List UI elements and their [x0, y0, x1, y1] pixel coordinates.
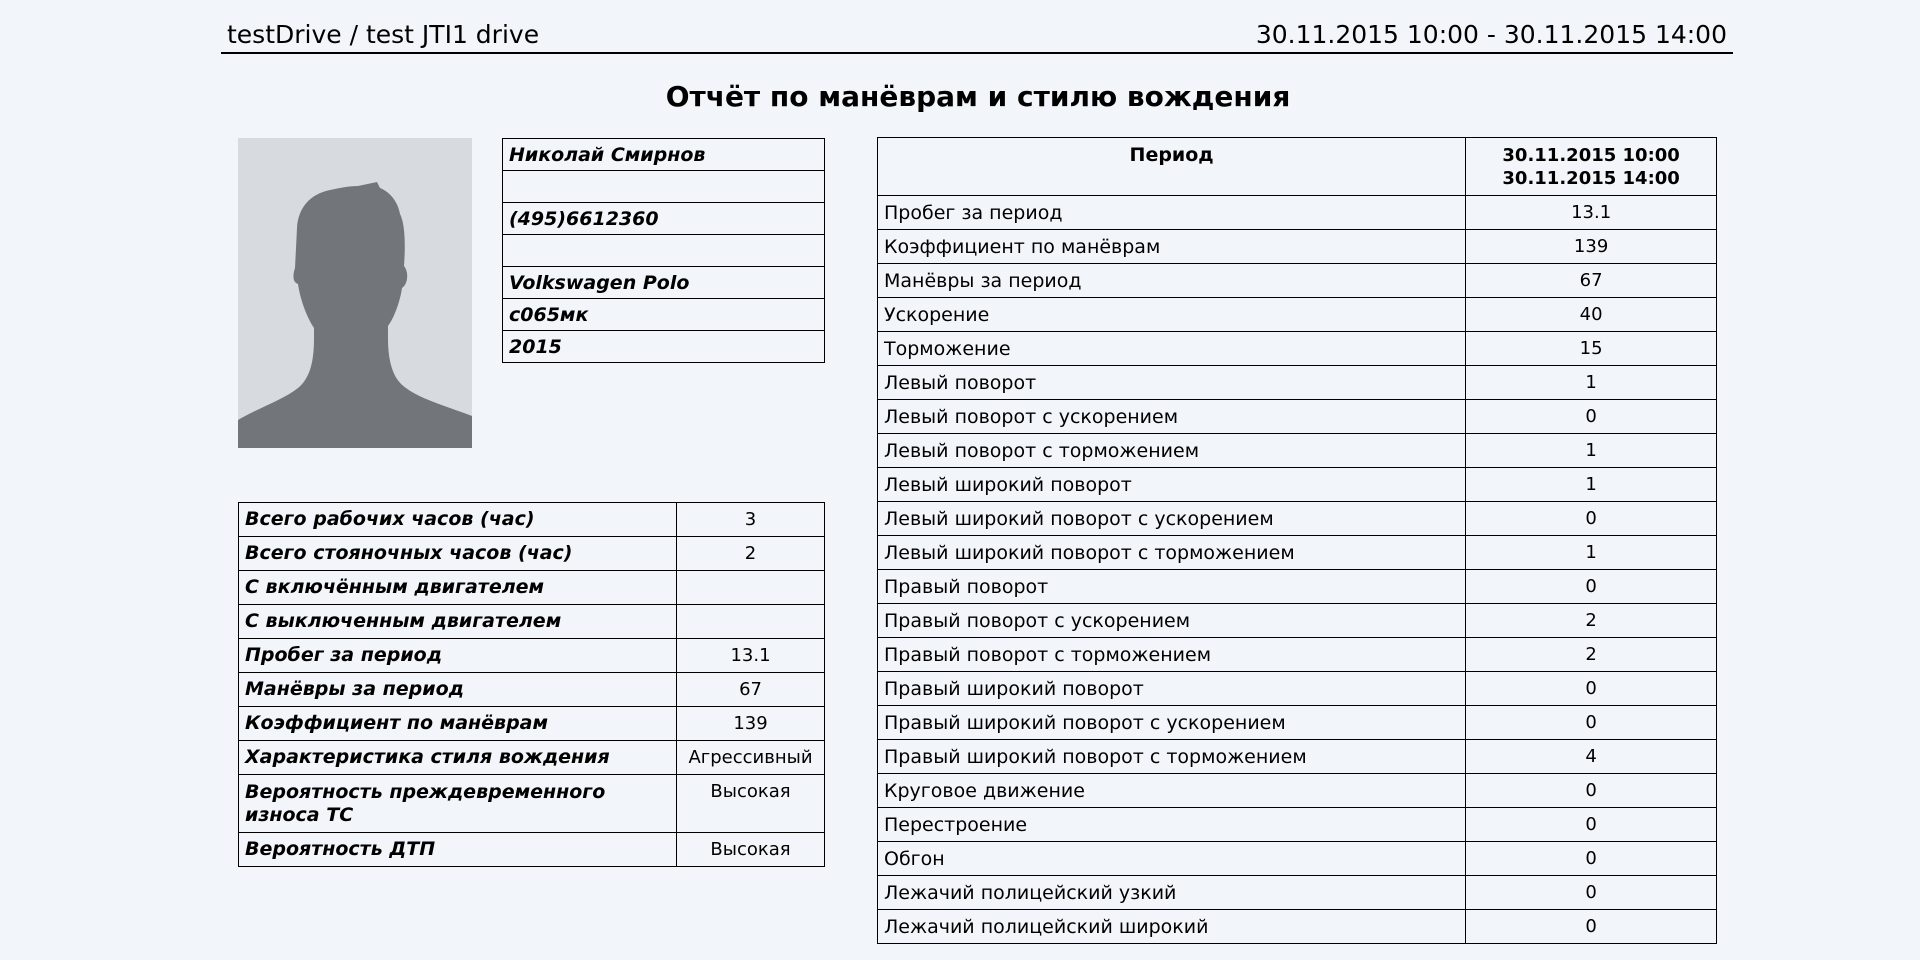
maneuver-row: [878, 468, 1717, 502]
summary-row: [239, 741, 825, 775]
vehicle-plate: с065мк: [503, 299, 825, 331]
maneuver-value: 0: [1466, 876, 1717, 910]
maneuver-value: 139: [1466, 230, 1717, 264]
summary-label: С выключенным двигателем: [239, 605, 677, 639]
summary-row: [239, 673, 825, 707]
period-range-header: [1466, 138, 1717, 196]
maneuver-row: [878, 230, 1717, 264]
summary-label: Характеристика стиля вождения: [239, 741, 677, 775]
summary-value: 139: [677, 707, 825, 741]
maneuver-value: 0: [1466, 570, 1717, 604]
maneuver-value: 0: [1466, 842, 1717, 876]
driver-info-table: [502, 138, 825, 363]
period-start: 30.11.2015 10:00: [1502, 145, 1680, 166]
period-column-header: Период: [878, 138, 1466, 196]
maneuver-label: Правый широкий поворот с ускорением: [878, 706, 1466, 740]
report-header: [221, 14, 1733, 54]
driver-blank-2: [503, 235, 825, 267]
maneuver-row: [878, 502, 1717, 536]
summary-table: [238, 502, 825, 867]
maneuver-value: 13.1: [1466, 196, 1717, 230]
maneuver-row: [878, 808, 1717, 842]
summary-row: [239, 775, 825, 833]
driver-phone: (495)6612360: [503, 203, 825, 235]
maneuver-value: 1: [1466, 468, 1717, 502]
summary-row: [239, 639, 825, 673]
maneuver-value: 2: [1466, 638, 1717, 672]
maneuver-row: [878, 400, 1717, 434]
maneuver-label: Левый широкий поворот с торможением: [878, 536, 1466, 570]
maneuver-value: 1: [1466, 434, 1717, 468]
summary-row: [239, 605, 825, 639]
summary-value: 67: [677, 673, 825, 707]
maneuver-row: [878, 876, 1717, 910]
summary-value: Высокая: [677, 833, 825, 867]
maneuver-label: Перестроение: [878, 808, 1466, 842]
driver-photo: [238, 138, 472, 448]
summary-row: [239, 537, 825, 571]
summary-value: 2: [677, 537, 825, 571]
summary-label: Вероятность преждевременного износа ТС: [239, 775, 677, 833]
maneuver-label: Правый широкий поворот: [878, 672, 1466, 706]
summary-label: Всего стояночных часов (час): [239, 537, 677, 571]
maneuver-row: [878, 332, 1717, 366]
maneuver-value: 0: [1466, 910, 1717, 944]
maneuver-label: Левый поворот: [878, 366, 1466, 400]
report-breadcrumb: testDrive / test JTI1 drive: [227, 20, 540, 49]
summary-label: Всего рабочих часов (час): [239, 503, 677, 537]
summary-row: [239, 571, 825, 605]
maneuver-label: Левый широкий поворот с ускорением: [878, 502, 1466, 536]
maneuver-row: [878, 196, 1717, 230]
maneuver-label: Левый поворот с торможением: [878, 434, 1466, 468]
maneuver-label: Правый поворот с ускорением: [878, 604, 1466, 638]
maneuver-label: Торможение: [878, 332, 1466, 366]
maneuver-row: [878, 298, 1717, 332]
maneuver-value: 15: [1466, 332, 1717, 366]
maneuver-label: Ускорение: [878, 298, 1466, 332]
period-end: 30.11.2015 14:00: [1502, 168, 1680, 189]
maneuvers-table: [877, 137, 1717, 944]
maneuver-row: [878, 740, 1717, 774]
person-silhouette-icon: [238, 138, 472, 448]
summary-label: С включённым двигателем: [239, 571, 677, 605]
maneuver-value: 67: [1466, 264, 1717, 298]
maneuver-label: Левый поворот с ускорением: [878, 400, 1466, 434]
maneuver-value: 40: [1466, 298, 1717, 332]
summary-row: [239, 833, 825, 867]
maneuver-row: [878, 706, 1717, 740]
maneuver-value: 0: [1466, 774, 1717, 808]
maneuver-row: [878, 366, 1717, 400]
summary-value: 13.1: [677, 639, 825, 673]
maneuver-value: 0: [1466, 808, 1717, 842]
vehicle-model: Volkswagen Polo: [503, 267, 825, 299]
maneuver-label: Лежачий полицейский узкий: [878, 876, 1466, 910]
maneuver-value: 0: [1466, 706, 1717, 740]
summary-value: 3: [677, 503, 825, 537]
summary-value: [677, 571, 825, 605]
maneuver-row: [878, 672, 1717, 706]
summary-label: Пробег за период: [239, 639, 677, 673]
maneuver-label: Лежачий полицейский широкий: [878, 910, 1466, 944]
summary-row: [239, 503, 825, 537]
maneuver-label: Обгон: [878, 842, 1466, 876]
maneuver-label: Круговое движение: [878, 774, 1466, 808]
summary-value: [677, 605, 825, 639]
maneuver-value: 0: [1466, 400, 1717, 434]
maneuver-value: 1: [1466, 536, 1717, 570]
maneuver-label: Правый поворот: [878, 570, 1466, 604]
maneuver-label: Коэффициент по манёврам: [878, 230, 1466, 264]
maneuver-row: [878, 604, 1717, 638]
summary-value: Высокая: [677, 775, 825, 833]
maneuver-value: 0: [1466, 672, 1717, 706]
maneuver-row: [878, 434, 1717, 468]
maneuver-label: Левый широкий поворот: [878, 468, 1466, 502]
maneuver-row: [878, 536, 1717, 570]
maneuver-row: [878, 774, 1717, 808]
maneuver-label: Правый широкий поворот с торможением: [878, 740, 1466, 774]
summary-value: Агрессивный: [677, 741, 825, 775]
maneuver-row: [878, 264, 1717, 298]
maneuver-row: [878, 638, 1717, 672]
driver-name: Николай Смирнов: [503, 139, 825, 171]
report-period: 30.11.2015 10:00 - 30.11.2015 14:00: [1255, 20, 1727, 49]
vehicle-year: 2015: [503, 331, 825, 363]
summary-label: Вероятность ДТП: [239, 833, 677, 867]
maneuver-label: Правый поворот с торможением: [878, 638, 1466, 672]
summary-row: [239, 707, 825, 741]
maneuver-value: 2: [1466, 604, 1717, 638]
summary-label: Манёвры за период: [239, 673, 677, 707]
maneuver-label: Пробег за период: [878, 196, 1466, 230]
maneuver-value: 0: [1466, 502, 1717, 536]
driver-blank-1: [503, 171, 825, 203]
maneuver-row: [878, 842, 1717, 876]
maneuvers-header-row: [878, 138, 1717, 196]
maneuver-row: [878, 910, 1717, 944]
maneuver-value: 1: [1466, 366, 1717, 400]
report-title: Отчёт по манёврам и стилю вождения: [665, 80, 1291, 113]
summary-label: Коэффициент по манёврам: [239, 707, 677, 741]
maneuver-label: Манёвры за период: [878, 264, 1466, 298]
maneuver-row: [878, 570, 1717, 604]
maneuver-value: 4: [1466, 740, 1717, 774]
